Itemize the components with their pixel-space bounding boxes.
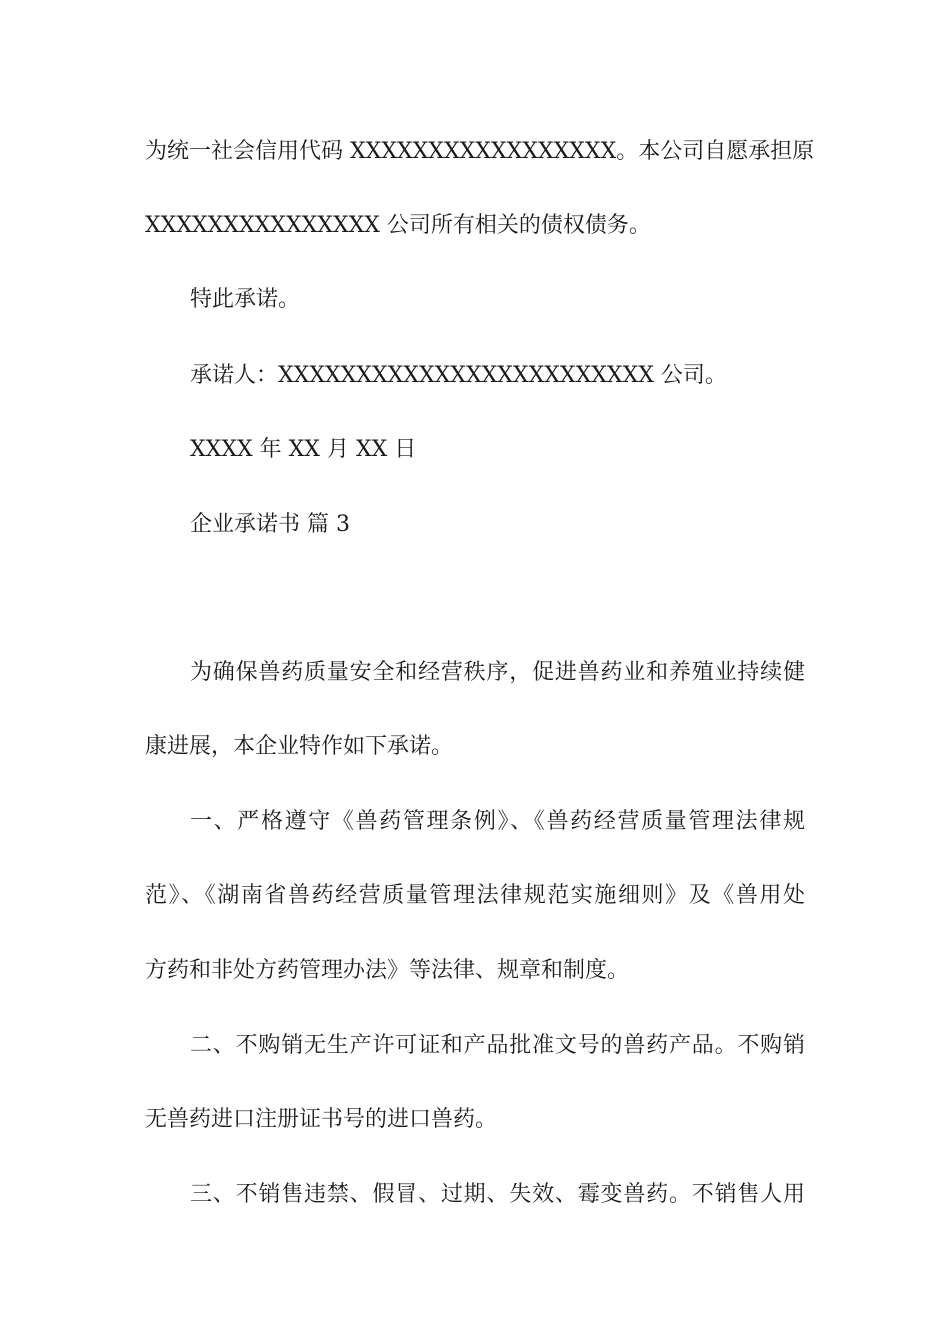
paragraph-line: XXXXXXXXXXXXXXX 公司所有相关的债权债务。 [145, 213, 651, 238]
paragraph-line: 无兽药进口注册证书号的进口兽药。 [145, 1107, 498, 1132]
paragraph-line: 一、严格遵守《兽药管理条例》、《兽药经营质量管理法律规 [190, 809, 805, 834]
paragraph-line: 康进展，本企业特作如下承诺。 [145, 734, 454, 759]
paragraph-line: 为确保兽药质量安全和经营秩序，促进兽药业和养殖业持续健 [190, 660, 805, 685]
section-heading: 企业承诺书 篇 3 [190, 512, 350, 537]
paragraph-line: 范》、《湖南省兽药经营质量管理法律规范实施细则》及《兽用处 [145, 883, 805, 908]
paragraph-line: 特此承诺。 [190, 287, 301, 312]
date-line: XXXX 年 XX 月 XX 日 [190, 437, 417, 462]
paragraph-line: 方药和非处方药管理办法》等法律、规章和制度。 [145, 958, 630, 983]
paragraph-line: 三、不销售违禁、假冒、过期、失效、霉变兽药。不销售人用 [190, 1182, 805, 1207]
paragraph-line: 为统一社会信用代码 XXXXXXXXXXXXXXXXX。本公司自愿承担原 [145, 139, 815, 164]
signatory-line: 承诺人：XXXXXXXXXXXXXXXXXXXXXXXX 公司。 [190, 363, 727, 388]
paragraph-line: 二、不购销无生产许可证和产品批准文号的兽药产品。不购销 [190, 1033, 805, 1058]
